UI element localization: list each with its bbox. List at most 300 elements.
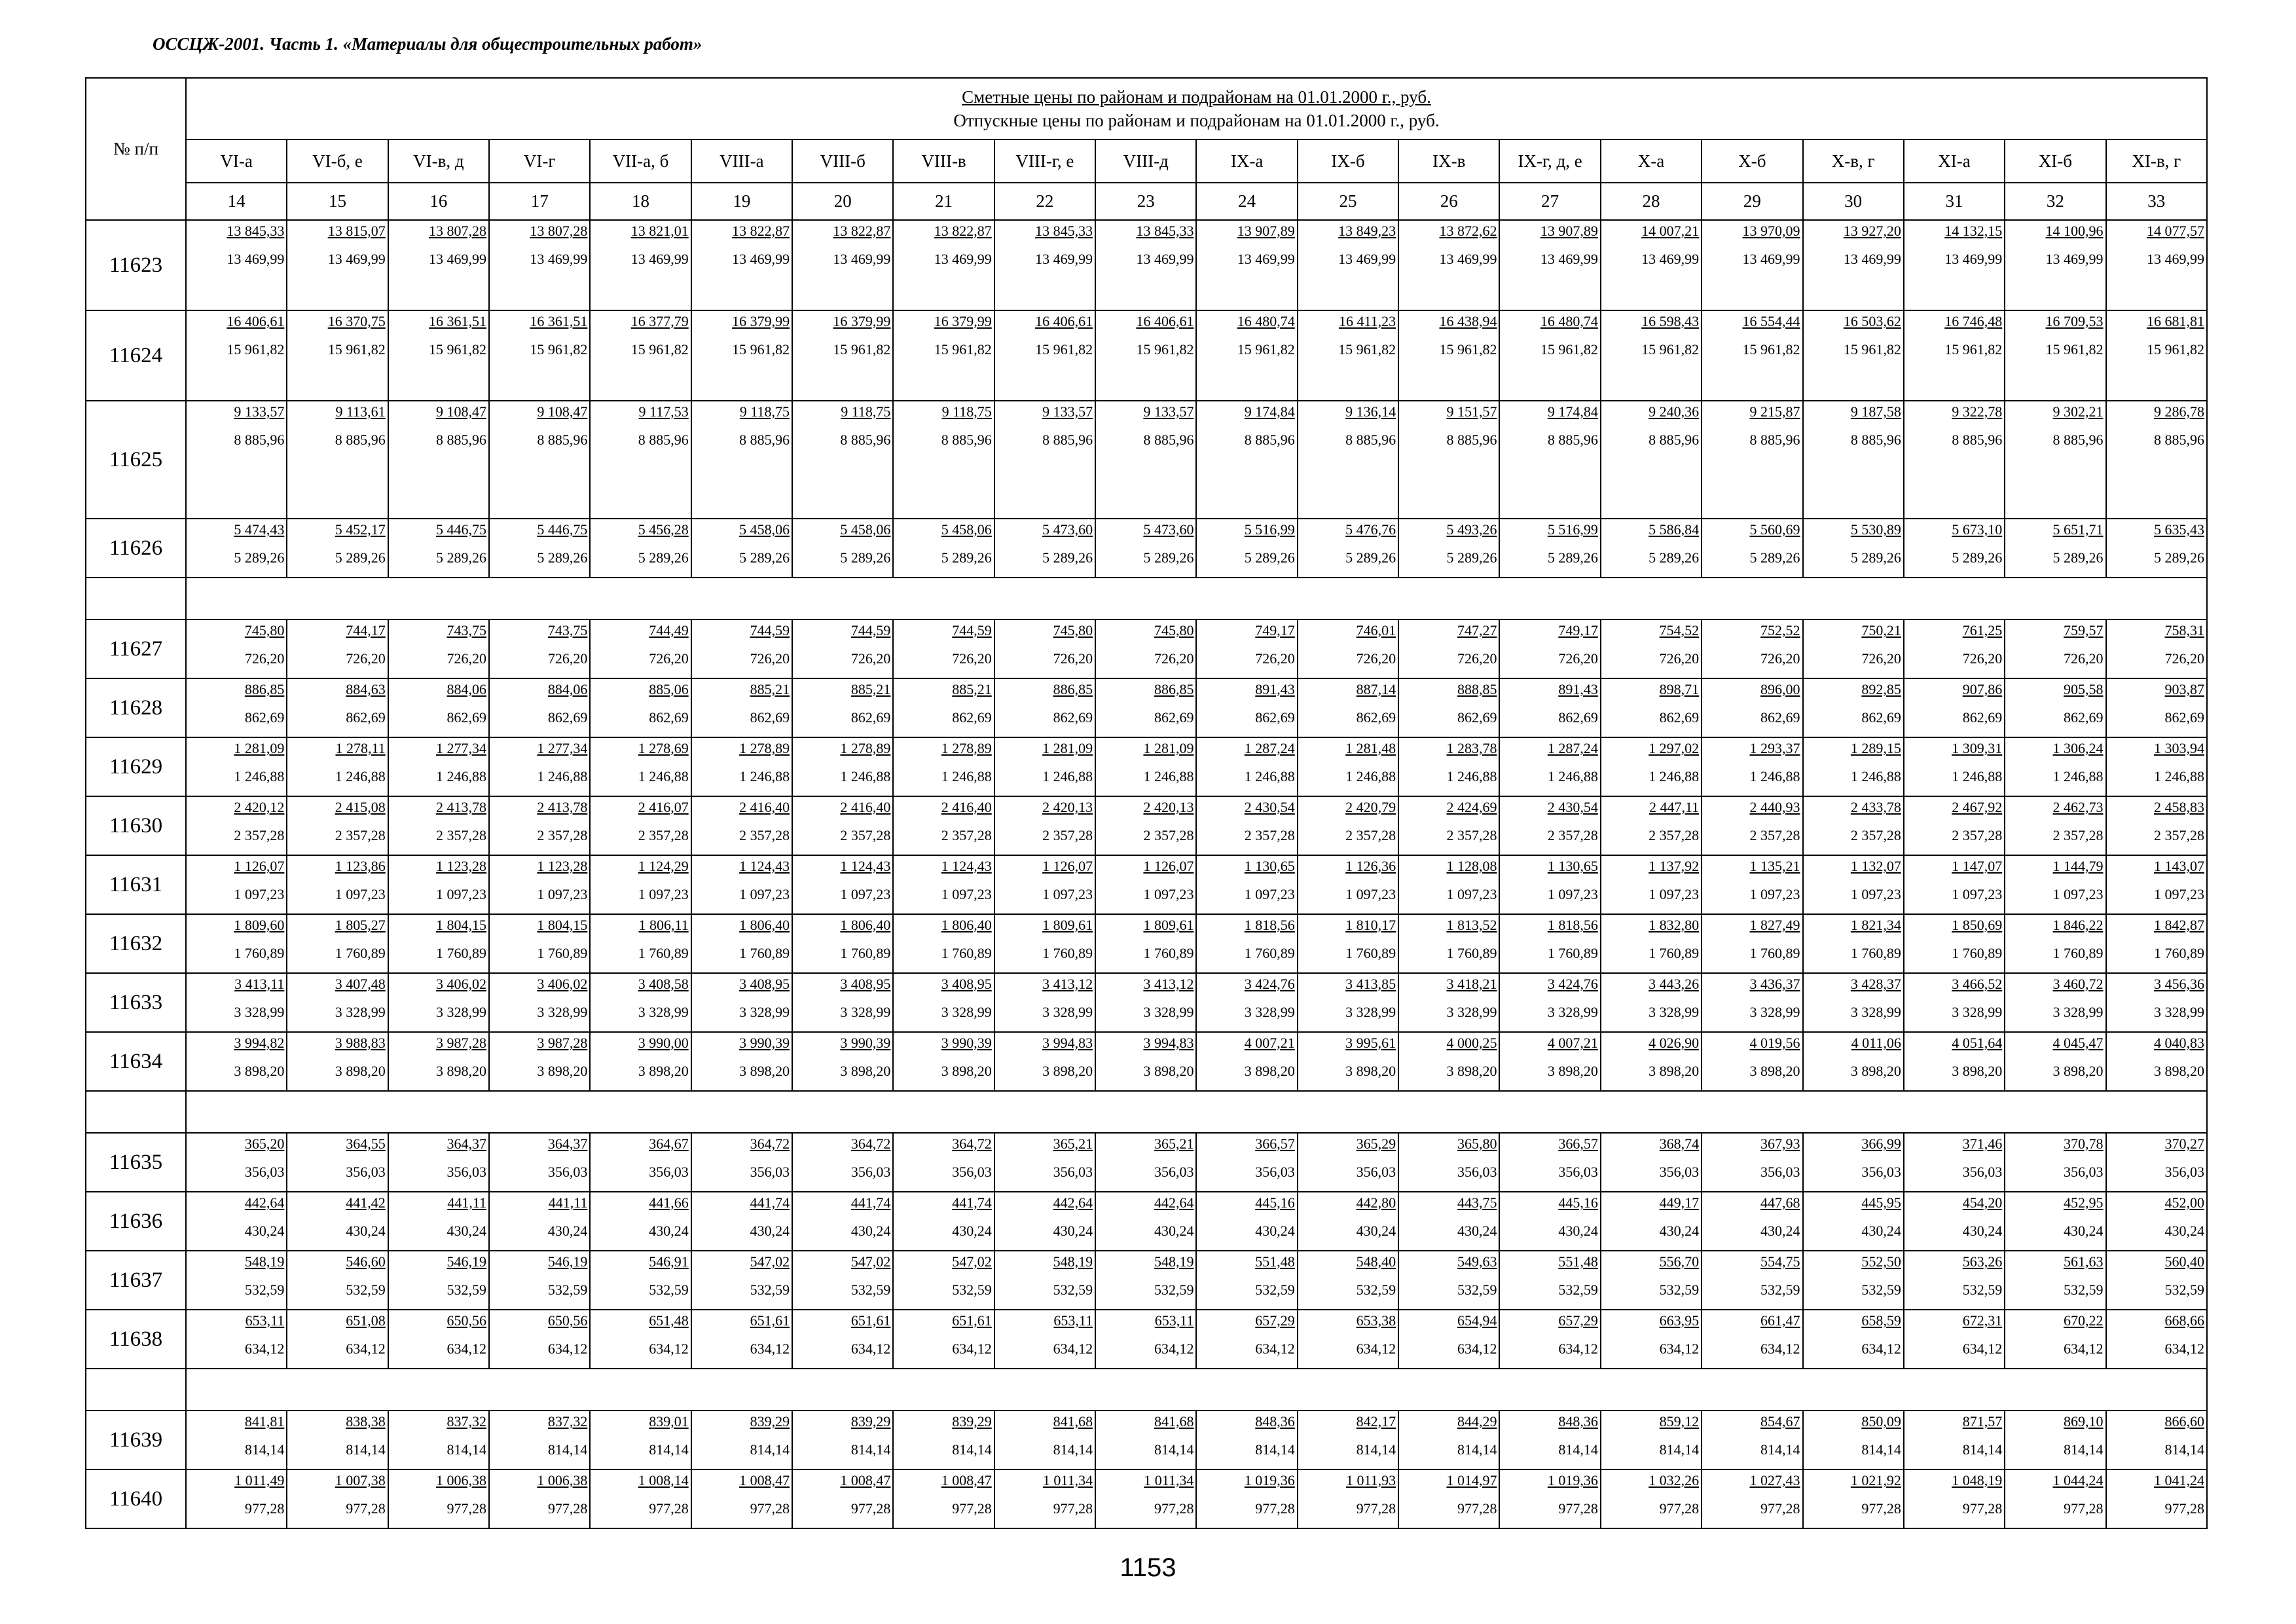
price-cell xyxy=(2106,1251,2207,1310)
price-cell xyxy=(1499,678,1600,737)
release-price: 356,03 xyxy=(547,1164,588,1180)
price-cell xyxy=(186,855,287,914)
price-cell xyxy=(1803,855,1904,914)
column-number: 17 xyxy=(489,183,590,220)
estimated-price: 2 430,54 xyxy=(1244,799,1295,815)
release-price: 2 357,28 xyxy=(1749,827,1800,843)
row-number: 11633 xyxy=(86,973,186,1032)
price-cell xyxy=(1196,1133,1297,1192)
release-price: 977,28 xyxy=(649,1500,689,1517)
price-cell xyxy=(1601,737,1702,796)
price-cell xyxy=(1601,1032,1702,1091)
price-cell xyxy=(1196,1192,1297,1251)
release-price: 356,03 xyxy=(750,1164,790,1180)
price-cell xyxy=(186,401,287,519)
price-cell xyxy=(388,619,489,678)
release-price: 1 097,23 xyxy=(941,886,992,902)
estimated-price: 653,11 xyxy=(1053,1312,1093,1329)
release-price: 1 097,23 xyxy=(2052,886,2104,902)
release-price: 13 469,99 xyxy=(327,251,386,267)
price-cell xyxy=(590,1411,691,1469)
release-price: 1 097,23 xyxy=(234,886,285,902)
price-cell xyxy=(1499,519,1600,578)
release-price: 5 289,26 xyxy=(234,549,285,566)
price-cell xyxy=(1298,1411,1398,1469)
price-cell xyxy=(691,1310,792,1369)
release-price: 430,24 xyxy=(1154,1223,1194,1239)
price-cell xyxy=(1499,1411,1600,1469)
price-cell xyxy=(1601,1192,1702,1251)
estimated-price: 9 187,58 xyxy=(1850,403,1901,420)
estimated-price: 1 008,14 xyxy=(638,1472,689,1488)
estimated-price: 887,14 xyxy=(1356,681,1396,697)
price-cell xyxy=(590,1251,691,1310)
estimated-price: 366,57 xyxy=(1255,1135,1295,1152)
estimated-price: 1 006,38 xyxy=(537,1472,588,1488)
release-price: 8 885,96 xyxy=(1345,432,1396,448)
release-price: 3 328,99 xyxy=(1345,1004,1396,1020)
estimated-price: 885,21 xyxy=(750,681,790,697)
estimated-price: 3 406,02 xyxy=(436,976,487,992)
release-price: 15 961,82 xyxy=(1540,341,1598,358)
estimated-price: 371,46 xyxy=(1962,1135,2003,1152)
price-cell xyxy=(1095,401,1196,519)
release-price: 8 885,96 xyxy=(941,432,992,448)
release-price: 5 289,26 xyxy=(436,549,487,566)
release-price: 977,28 xyxy=(850,1500,891,1517)
price-cell xyxy=(1398,1032,1499,1091)
release-price: 1 097,23 xyxy=(436,886,487,902)
estimated-price: 365,29 xyxy=(1356,1135,1396,1152)
price-cell xyxy=(1904,619,2005,678)
release-price: 3 328,99 xyxy=(1042,1004,1093,1020)
price-cell xyxy=(994,1310,1095,1369)
release-price: 726,20 xyxy=(1053,650,1093,667)
release-price: 1 097,23 xyxy=(335,886,386,902)
region-header: VIII-а xyxy=(691,139,792,183)
release-price: 3 328,99 xyxy=(537,1004,588,1020)
release-price: 1 760,89 xyxy=(234,945,285,961)
estimated-price: 1 303,94 xyxy=(2153,740,2204,756)
price-cell xyxy=(1095,1133,1196,1192)
price-cell xyxy=(1298,678,1398,737)
price-cell xyxy=(792,1192,893,1251)
estimated-price: 871,57 xyxy=(1962,1413,2003,1430)
release-price: 977,28 xyxy=(547,1500,588,1517)
estimated-price: 365,20 xyxy=(244,1135,285,1152)
region-header: XI-в, г xyxy=(2106,139,2207,183)
release-price: 430,24 xyxy=(750,1223,790,1239)
price-cell xyxy=(590,1032,691,1091)
estimated-price: 1 014,97 xyxy=(1446,1472,1497,1488)
column-number: 33 xyxy=(2106,183,2207,220)
estimated-price: 1 278,11 xyxy=(335,740,386,756)
price-cell xyxy=(994,737,1095,796)
estimated-price: 16 370,75 xyxy=(327,313,386,329)
price-cell xyxy=(1398,914,1499,973)
release-price: 8 885,96 xyxy=(739,432,790,448)
estimated-price: 13 907,89 xyxy=(1237,223,1295,239)
table-row xyxy=(86,310,2207,401)
price-cell xyxy=(388,1192,489,1251)
release-price: 814,14 xyxy=(952,1441,992,1458)
estimated-price: 1 144,79 xyxy=(2052,858,2104,874)
release-price: 15 961,82 xyxy=(1439,341,1497,358)
price-cell xyxy=(1904,973,2005,1032)
price-cell xyxy=(489,737,590,796)
price-cell xyxy=(1702,519,1802,578)
estimated-price: 745,80 xyxy=(1053,622,1093,638)
release-price: 634,12 xyxy=(1255,1340,1295,1357)
estimated-price: 1 821,34 xyxy=(1850,917,1901,933)
region-header-row xyxy=(86,139,2207,183)
price-cell xyxy=(792,401,893,519)
price-cell xyxy=(1601,1133,1702,1192)
release-price: 13 469,99 xyxy=(1439,251,1497,267)
price-cell xyxy=(1298,1469,1398,1528)
price-cell xyxy=(489,1133,590,1192)
estimated-price: 907,86 xyxy=(1962,681,2003,697)
price-cell xyxy=(1499,973,1600,1032)
price-cell xyxy=(792,519,893,578)
price-cell xyxy=(1601,1411,1702,1469)
column-number: 29 xyxy=(1702,183,1802,220)
release-price: 2 357,28 xyxy=(335,827,386,843)
release-price: 15 961,82 xyxy=(530,341,588,358)
price-cell xyxy=(186,796,287,855)
release-price: 814,14 xyxy=(850,1441,891,1458)
estimated-prices-title: Сметные цены по районам и подрайонам на 01.01.2000 г., руб. xyxy=(962,87,1431,107)
release-price: 8 885,96 xyxy=(1749,432,1800,448)
price-cell xyxy=(1803,310,1904,401)
estimated-price: 441,11 xyxy=(548,1194,588,1211)
price-cell xyxy=(590,737,691,796)
estimated-price: 896,00 xyxy=(1760,681,1800,697)
release-price: 3 898,20 xyxy=(1649,1063,1700,1079)
release-price: 5 289,26 xyxy=(1446,549,1497,566)
release-price: 977,28 xyxy=(1558,1500,1598,1517)
price-cell xyxy=(1601,1310,1702,1369)
estimated-price: 5 458,06 xyxy=(941,521,992,538)
price-cell xyxy=(2106,1469,2207,1528)
release-price: 977,28 xyxy=(1861,1500,1901,1517)
release-price: 1 760,89 xyxy=(1850,945,1901,961)
price-cell xyxy=(2106,1133,2207,1192)
estimated-price: 1 126,07 xyxy=(1042,858,1093,874)
price-cell xyxy=(186,619,287,678)
estimated-price: 14 100,96 xyxy=(2045,223,2104,239)
estimated-price: 758,31 xyxy=(2164,622,2204,638)
price-cell xyxy=(186,1032,287,1091)
estimated-price: 364,37 xyxy=(446,1135,487,1152)
price-cell xyxy=(2106,855,2207,914)
estimated-price: 3 466,52 xyxy=(1952,976,2003,992)
release-price: 15 961,82 xyxy=(732,341,790,358)
estimated-price: 2 420,79 xyxy=(1345,799,1396,815)
release-price: 532,59 xyxy=(1255,1282,1295,1298)
price-cell xyxy=(388,855,489,914)
price-cell xyxy=(2005,1469,2105,1528)
price-cell xyxy=(994,1469,1095,1528)
estimated-price: 754,52 xyxy=(1659,622,1700,638)
release-price: 3 898,20 xyxy=(1345,1063,1396,1079)
release-price: 862,69 xyxy=(952,709,992,726)
estimated-price: 4 045,47 xyxy=(2052,1035,2104,1051)
estimated-price: 891,43 xyxy=(1255,681,1295,697)
release-price: 1 760,89 xyxy=(1143,945,1194,961)
release-price: 634,12 xyxy=(1659,1340,1700,1357)
release-price: 15 961,82 xyxy=(2045,341,2104,358)
release-price: 1 097,23 xyxy=(1547,886,1598,902)
release-price: 977,28 xyxy=(952,1500,992,1517)
price-cell xyxy=(1702,1133,1802,1192)
estimated-price: 650,56 xyxy=(446,1312,487,1329)
row-number: 11632 xyxy=(86,914,186,973)
estimated-price: 1 126,07 xyxy=(234,858,285,874)
estimated-price: 364,67 xyxy=(649,1135,689,1152)
price-cell xyxy=(2106,914,2207,973)
release-price: 1 760,89 xyxy=(1749,945,1800,961)
price-cell xyxy=(388,914,489,973)
estimated-price: 651,61 xyxy=(952,1312,992,1329)
region-header: X-в, г xyxy=(1803,139,1904,183)
price-cell xyxy=(590,220,691,310)
price-cell xyxy=(1601,310,1702,401)
estimated-price: 653,11 xyxy=(1154,1312,1194,1329)
price-cell xyxy=(893,973,994,1032)
price-cell xyxy=(2005,220,2105,310)
release-price: 814,14 xyxy=(1255,1441,1295,1458)
estimated-price: 547,02 xyxy=(952,1253,992,1270)
price-cell xyxy=(2106,1411,2207,1469)
release-price: 977,28 xyxy=(1053,1500,1093,1517)
price-cell xyxy=(893,1192,994,1251)
release-price: 3 328,99 xyxy=(234,1004,285,1020)
release-price: 977,28 xyxy=(750,1500,790,1517)
price-cell xyxy=(1499,220,1600,310)
estimated-price: 5 635,43 xyxy=(2153,521,2204,538)
estimated-price: 546,19 xyxy=(547,1253,588,1270)
release-price: 430,24 xyxy=(1962,1223,2003,1239)
estimated-price: 1 130,65 xyxy=(1547,858,1598,874)
price-cell xyxy=(994,619,1095,678)
release-price: 356,03 xyxy=(952,1164,992,1180)
price-cell xyxy=(893,678,994,737)
release-price: 430,24 xyxy=(547,1223,588,1239)
estimated-price: 370,78 xyxy=(2064,1135,2104,1152)
release-price: 726,20 xyxy=(547,650,588,667)
price-cell xyxy=(287,678,388,737)
release-price: 5 289,26 xyxy=(1952,549,2003,566)
price-cell xyxy=(1803,619,1904,678)
estimated-price: 365,21 xyxy=(1154,1135,1194,1152)
price-cell xyxy=(792,1251,893,1310)
release-price: 1 246,88 xyxy=(1850,768,1901,784)
estimated-price: 1 143,07 xyxy=(2153,858,2204,874)
release-price: 430,24 xyxy=(1558,1223,1598,1239)
price-cell xyxy=(792,796,893,855)
estimated-price: 442,64 xyxy=(244,1194,285,1211)
release-price: 726,20 xyxy=(850,650,891,667)
estimated-price: 1 850,69 xyxy=(1952,917,2003,933)
release-price: 3 328,99 xyxy=(2052,1004,2104,1020)
price-cell xyxy=(2005,519,2105,578)
column-number-row xyxy=(86,183,2207,220)
price-cell xyxy=(1803,1251,1904,1310)
release-price: 634,12 xyxy=(1356,1340,1396,1357)
estimated-price: 1 008,47 xyxy=(739,1472,790,1488)
estimated-price: 1 809,61 xyxy=(1143,917,1194,933)
price-cell xyxy=(1904,220,2005,310)
release-price: 356,03 xyxy=(446,1164,487,1180)
release-price: 1 246,88 xyxy=(1649,768,1700,784)
estimated-price: 14 077,57 xyxy=(2146,223,2204,239)
price-cell xyxy=(1196,1032,1297,1091)
price-cell xyxy=(893,1251,994,1310)
release-price: 356,03 xyxy=(1255,1164,1295,1180)
release-price: 1 097,23 xyxy=(1952,886,2003,902)
release-price: 726,20 xyxy=(1457,650,1497,667)
release-price: 2 357,28 xyxy=(1345,827,1396,843)
table-row xyxy=(86,1310,2207,1369)
release-price: 3 328,99 xyxy=(1952,1004,2003,1020)
price-cell xyxy=(1702,619,1802,678)
estimated-price: 1 281,48 xyxy=(1345,740,1396,756)
release-price: 634,12 xyxy=(1760,1340,1800,1357)
release-price: 862,69 xyxy=(850,709,891,726)
estimated-price: 364,72 xyxy=(750,1135,790,1152)
release-price: 430,24 xyxy=(1457,1223,1497,1239)
estimated-price: 1 806,11 xyxy=(638,917,689,933)
estimated-price: 370,27 xyxy=(2164,1135,2204,1152)
release-price: 8 885,96 xyxy=(2052,432,2104,448)
estimated-price: 844,29 xyxy=(1457,1413,1497,1430)
estimated-price: 554,75 xyxy=(1760,1253,1800,1270)
release-price: 430,24 xyxy=(1356,1223,1396,1239)
release-price: 977,28 xyxy=(446,1500,487,1517)
estimated-price: 452,95 xyxy=(2064,1194,2104,1211)
release-price: 13 469,99 xyxy=(429,251,487,267)
row-number: 11627 xyxy=(86,619,186,678)
price-cell xyxy=(1601,973,1702,1032)
price-cell xyxy=(489,1310,590,1369)
price-cell xyxy=(1499,401,1600,519)
row-number: 11630 xyxy=(86,796,186,855)
release-price: 814,14 xyxy=(547,1441,588,1458)
price-cell xyxy=(1196,914,1297,973)
release-price: 862,69 xyxy=(750,709,790,726)
release-price: 356,03 xyxy=(1861,1164,1901,1180)
price-cell xyxy=(1095,619,1196,678)
release-price: 2 357,28 xyxy=(234,827,285,843)
release-price: 814,14 xyxy=(1962,1441,2003,1458)
price-cell xyxy=(893,1133,994,1192)
price-cell xyxy=(691,1133,792,1192)
price-cell xyxy=(1095,1251,1196,1310)
price-cell xyxy=(1196,619,1297,678)
estimated-price: 5 560,69 xyxy=(1749,521,1800,538)
release-price: 13 469,99 xyxy=(1944,251,2003,267)
price-cell xyxy=(792,1310,893,1369)
release-price: 634,12 xyxy=(2164,1340,2204,1357)
estimated-price: 9 133,57 xyxy=(1143,403,1194,420)
price-cell xyxy=(792,855,893,914)
estimated-price: 5 516,99 xyxy=(1244,521,1295,538)
estimated-price: 749,17 xyxy=(1558,622,1598,638)
release-price: 356,03 xyxy=(2064,1164,2104,1180)
price-cell xyxy=(1095,855,1196,914)
estimated-price: 364,72 xyxy=(850,1135,891,1152)
blank-cell xyxy=(186,1369,2207,1411)
price-cell xyxy=(186,1469,287,1528)
price-cell xyxy=(691,310,792,401)
estimated-price: 839,29 xyxy=(850,1413,891,1430)
release-price: 430,24 xyxy=(1053,1223,1093,1239)
column-number: 28 xyxy=(1601,183,1702,220)
release-price: 356,03 xyxy=(1659,1164,1700,1180)
estimated-price: 1 126,07 xyxy=(1143,858,1194,874)
estimated-price: 442,64 xyxy=(1154,1194,1194,1211)
release-price: 634,12 xyxy=(952,1340,992,1357)
price-cell xyxy=(1601,1469,1702,1528)
release-price: 15 961,82 xyxy=(1338,341,1396,358)
estimated-price: 886,85 xyxy=(1053,681,1093,697)
price-cell xyxy=(287,1133,388,1192)
estimated-price: 16 554,44 xyxy=(1742,313,1800,329)
estimated-price: 837,32 xyxy=(547,1413,588,1430)
estimated-price: 1 289,15 xyxy=(1850,740,1901,756)
release-price: 3 328,99 xyxy=(840,1004,891,1020)
column-number: 15 xyxy=(287,183,388,220)
release-price: 1 246,88 xyxy=(638,768,689,784)
price-cell xyxy=(1398,678,1499,737)
table-row xyxy=(86,973,2207,1032)
estimated-price: 746,01 xyxy=(1356,622,1396,638)
release-price: 1 760,89 xyxy=(436,945,487,961)
release-price: 8 885,96 xyxy=(436,432,487,448)
price-cell xyxy=(1196,1310,1297,1369)
release-price: 2 357,28 xyxy=(739,827,790,843)
estimated-price: 548,40 xyxy=(1356,1253,1396,1270)
row-number: 11624 xyxy=(86,310,186,401)
price-cell xyxy=(792,1469,893,1528)
estimated-price: 1 019,36 xyxy=(1244,1472,1295,1488)
estimated-price: 16 406,61 xyxy=(1035,313,1093,329)
release-price: 726,20 xyxy=(2064,650,2104,667)
release-price: 3 328,99 xyxy=(1244,1004,1295,1020)
release-price: 3 328,99 xyxy=(1649,1004,1700,1020)
release-price: 356,03 xyxy=(346,1164,386,1180)
estimated-price: 1 281,09 xyxy=(234,740,285,756)
estimated-price: 1 809,61 xyxy=(1042,917,1093,933)
estimated-price: 1 818,56 xyxy=(1244,917,1295,933)
release-price: 726,20 xyxy=(446,650,487,667)
estimated-price: 9 108,47 xyxy=(436,403,487,420)
release-price: 3 898,20 xyxy=(335,1063,386,1079)
estimated-price: 2 415,08 xyxy=(335,799,386,815)
price-cell xyxy=(489,1251,590,1310)
release-price: 3 328,99 xyxy=(739,1004,790,1020)
estimated-price: 13 815,07 xyxy=(327,223,386,239)
release-price: 814,14 xyxy=(649,1441,689,1458)
table-row xyxy=(86,1469,2207,1528)
estimated-price: 1 277,34 xyxy=(436,740,487,756)
price-cell xyxy=(1398,1469,1499,1528)
estimated-price: 3 408,95 xyxy=(941,976,992,992)
estimated-price: 838,38 xyxy=(346,1413,386,1430)
release-price: 3 898,20 xyxy=(739,1063,790,1079)
estimated-price: 3 460,72 xyxy=(2052,976,2104,992)
